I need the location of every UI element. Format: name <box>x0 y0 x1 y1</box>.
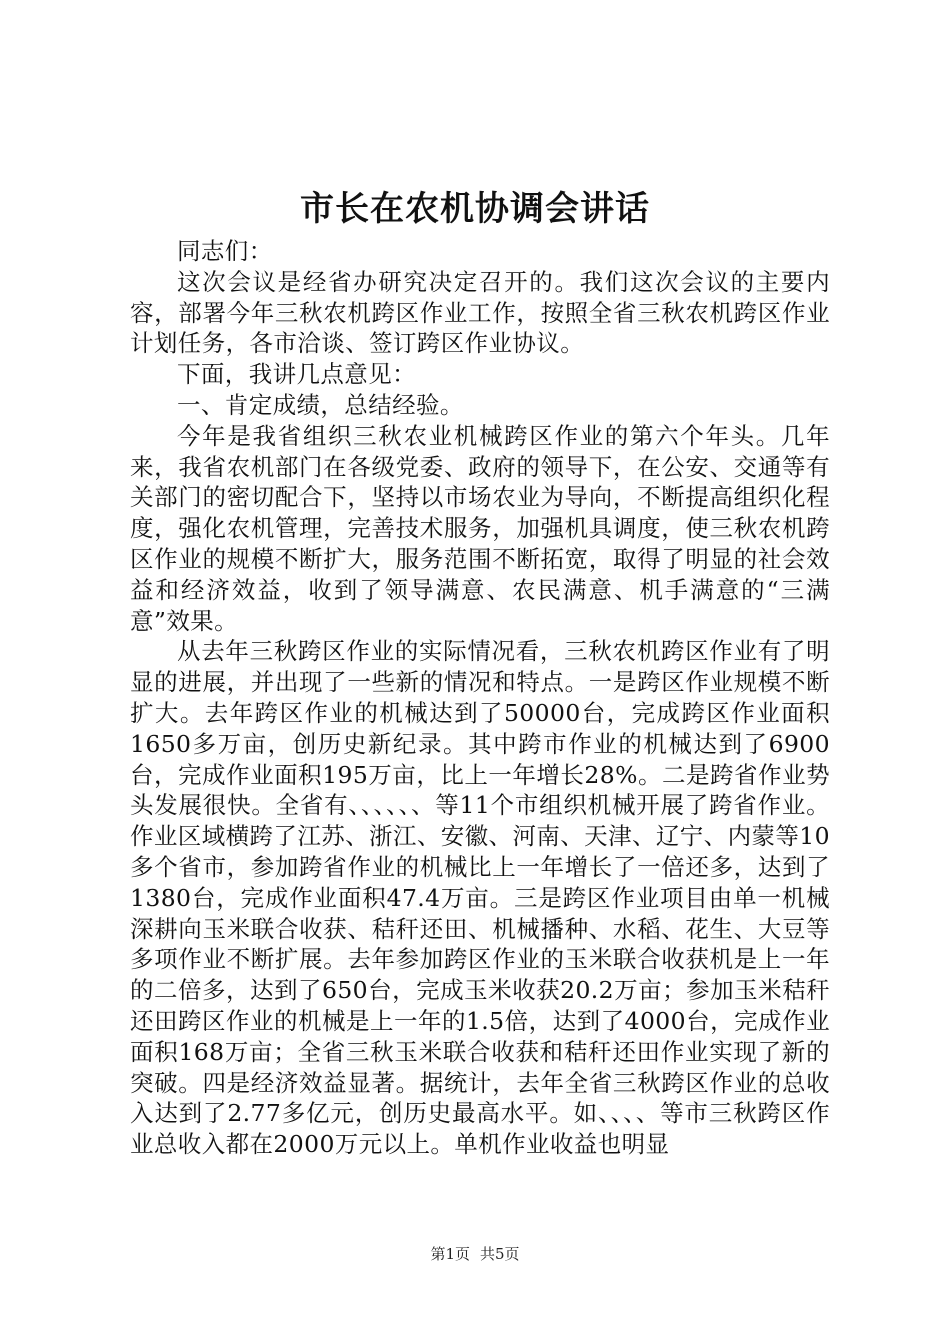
page-total: 共5页 <box>480 1245 520 1263</box>
paragraph-meeting-purpose: 这次会议是经省办研究决定召开的。我们这次会议的主要内容，部署今年三秋农机跨区作业工作，按照全省三秋农机跨区作业计划任务，各市洽谈、签订跨区作业协议。 <box>130 267 830 358</box>
paragraph-progress-details: 从去年三秋跨区作业的实际情况看，三秋农机跨区作业有了明显的进展，并出现了一些新的情况和特点。一是跨区作业规模不断扩大。去年跨区作业的机械达到了50000台，完成跨区作业面积1650多万亩，创历史新纪录。其中跨市作业的机械达到了6900台，完成作业面积195万亩，比上一年增长28%。二是跨省作业势头发展很快。全省有、、、、、、等11个市组织机械开展了跨省作业。作业区域横跨了江苏、浙江、安徽、河南、天津、辽宁、内蒙等10多个省市，参加跨省作业的机械比上一年增长了一倍还多，达到了1380台，完成作业面积47.4万亩。三是跨区作业项目由单一机械深耕向玉米联合收获、秸秆还田、机械播种、水稻、花生、大豆等多项作业不断扩展。去年参加跨区作业的玉米联合收获机是上一年的二倍多，达到了650台，完成玉米收获20.2万亩；参加玉米秸秆还田跨区作业的机械是上一年的1.5倍，达到了4000台，完成作业面积168万亩；全省三秋玉米联合收获和秸秆还田作业实现了新的突破。四是经济效益显著。据统计，去年全省三秋跨区作业的总收入达到了2.77多亿元，创历史最高水平。如、、、、等市三秋跨区作业总收入都在2000万元以上。单机作业收益也明显 <box>130 637 830 1159</box>
section-heading-1: 一、肯定成绩，总结经验。 <box>177 390 464 419</box>
document-body <box>130 236 830 1160</box>
paragraph-opinions-intro: 下面，我讲几点意见： <box>177 360 416 389</box>
page-number: 第1页 <box>430 1245 470 1263</box>
paragraph-salutation: 同志们： <box>177 237 273 265</box>
document-title: 市长在农机协调会讲话 <box>300 189 650 229</box>
page-footer <box>0 1244 950 1264</box>
paragraph-achievements: 今年是我省组织三秋农业机械跨区作业的第六个年头。几年来，我省农机部门在各级党委、政府的领导下，在公安、交通等有关部门的密切配合下，坚持以市场农业为导向，不断提高组织化程度，强化农机管理，完善技术服务，加强机具调度，使三秋农机跨区作业的规模不断扩大，服务范围不断拓宽，取得了明显的社会效益和经济效益，收到了领导满意、农民满意、机手满意的“三满意”效果。 <box>130 421 830 635</box>
